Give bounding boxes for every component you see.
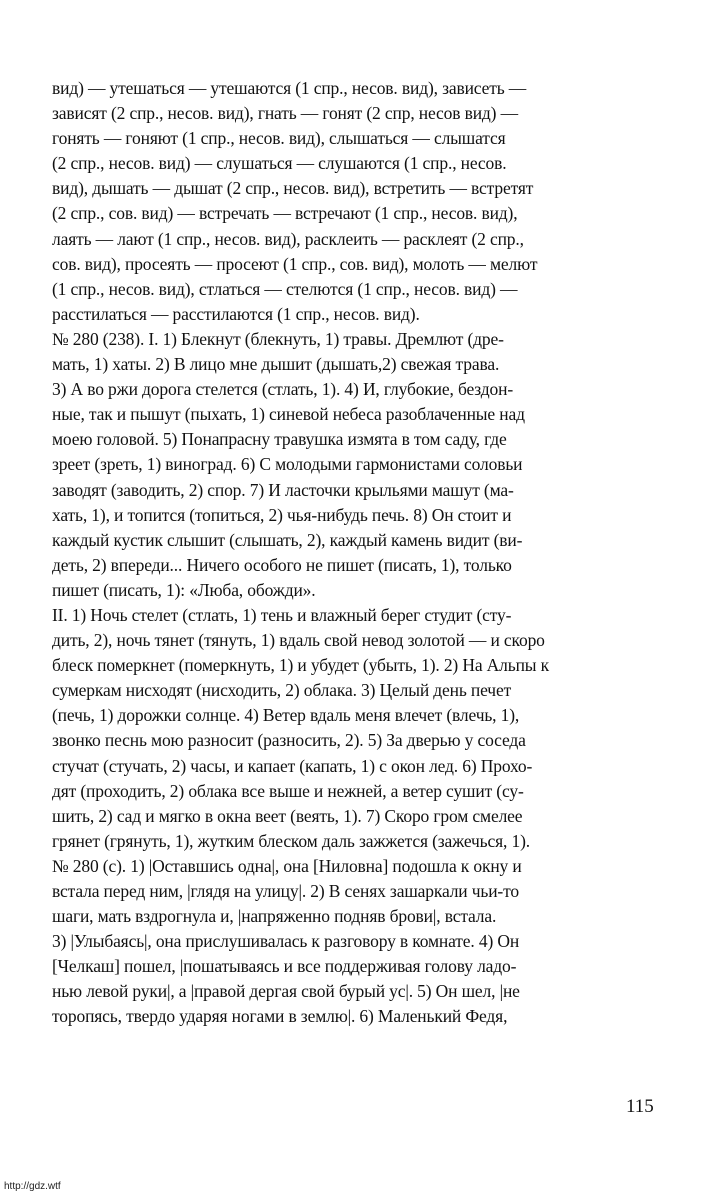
text-line-34: шаги, мать вздрогнула и, |напряженно подняв брови|, встала. (52, 906, 497, 927)
text-line-2: зависят (2 спр., несов. вид), гнать — гонят (2 спр, несов вид) — (52, 103, 518, 124)
text-line-4: (2 спр., несов. вид) — слушаться — слушаются (1 спр., несов. (52, 153, 507, 174)
text-line-3: гонять — гоняют (1 спр., несов. вид), слышаться — слышатся (52, 128, 506, 149)
text-line-30: шить, 2) сад и мягко в окна веет (веять, 1). 7) Скоро гром смелее (52, 805, 523, 826)
text-line-26: (печь, 1) дорожки солнце. 4) Ветер вдаль меня влечет (влечь, 1), (52, 705, 520, 726)
text-line-12: мать, 1) хаты. 2) В лицо мне дышит (дышать,2) свежая трава. (52, 354, 500, 375)
page-number: 115 (626, 1096, 654, 1117)
text-line-32: № 280 (с). 1) |Оставшись одна|, она [Ниловна] подошла к окну и (52, 855, 522, 876)
text-line-28: стучат (стучать, 2) часы, и капает (капать, 1) с окон лед. 6) Прохо- (52, 755, 533, 776)
text-line-24: блеск померкнет (померкнуть, 1) и убудет (убыть, 1). 2) На Альпы к (52, 655, 549, 676)
text-line-15: моею головой. 5) Понапрасну травушка измята в том саду, где (52, 429, 507, 450)
text-line-29: дят (проходить, 2) облака все выше и нежней, а ветер сушит (су- (52, 780, 524, 801)
text-line-17: заводят (заводить, 2) спор. 7) И ласточки крыльями машут (ма- (52, 479, 514, 500)
page-body (52, 76, 664, 1030)
text-line-35: 3) |Улыбаясь|, она прислушивалась к разговору в комнате. 4) Он (52, 931, 520, 952)
text-line-36: [Челкаш] пошел, |пошатываясь и все поддерживая голову ладо- (52, 956, 517, 977)
text-line-16: зреет (зреть, 1) виноград. 6) С молодыми гармонистами соловьи (52, 454, 523, 475)
text-line-10: расстилаться — расстилаются (1 спр., несов. вид). (52, 303, 420, 324)
text-line-6: (2 спр., сов. вид) — встречать — встречают (1 спр., несов. вид), (52, 203, 518, 224)
text-line-18: хать, 1), и топится (топиться, 2) чья-нибудь печь. 8) Он стоит и (52, 504, 512, 525)
text-line-1: вид) — утешаться — утешаются (1 спр., несов. вид), зависеть — (52, 78, 527, 98)
text-line-20: деть, 2) впереди... Ничего особого не пишет (писать, 1), только (52, 554, 512, 575)
text-line-5: вид), дышать — дышат (2 спр., несов. вид), встретить — встретят (52, 178, 534, 199)
text-line-14: ные, так и пышут (пыхать, 1) синевой небеса разоблаченные над (52, 404, 525, 425)
text-line-8: сов. вид), просеять — просеют (1 спр., сов. вид), молоть — мелют (52, 253, 538, 274)
text-line-37: нью левой руки|, а |правой дергая свой бурый ус|. 5) Он шел, |не (52, 981, 520, 1002)
text-line-21: пишет (писать, 1): «Люба, обожди». (52, 579, 316, 600)
text-line-13: 3) А во ржи дорога стелется (стлать, 1). 4) И, глубокие, бездон- (52, 379, 514, 400)
text-line-33: встала перед ним, |глядя на улицу|. 2) В сенях зашаркали чьи-то (52, 881, 519, 901)
text-line-23: дить, 2), ночь тянет (тянуть, 1) вдаль свой невод золотой — и скоро (52, 630, 545, 651)
footer-url[interactable]: http://gdz.wtf (4, 1181, 61, 1192)
text-line-31: грянет (грянуть, 1), жутким блеском даль зажжется (зажечься, 1). (52, 830, 530, 851)
text-line-25: сумеркам нисходят (нисходить, 2) облака. 3) Целый день печет (52, 680, 512, 701)
text-line-19: каждый кустик слышит (слышать, 2), каждый камень видит (ви- (52, 529, 523, 550)
text-line-11: № 280 (238). I. 1) Блекнут (блекнуть, 1) травы. Дремлют (дре- (52, 328, 504, 349)
text-line-22: II. 1) Ночь стелет (стлать, 1) тень и влажный берег студит (сту- (52, 604, 512, 625)
text-line-38: торопясь, твердо ударяя ногами в землю|. 6) Маленький Федя, (52, 1006, 508, 1027)
text-line-9: (1 спр., несов. вид), стлаться — стелются (1 спр., несов. вид) — (52, 278, 518, 299)
text-line-7: лаять — лают (1 спр., несов. вид), расклеить — расклеят (2 спр., (52, 228, 524, 249)
text-line-27: звонко песнь мою разносит (разносить, 2). 5) За дверью у соседа (52, 730, 526, 751)
